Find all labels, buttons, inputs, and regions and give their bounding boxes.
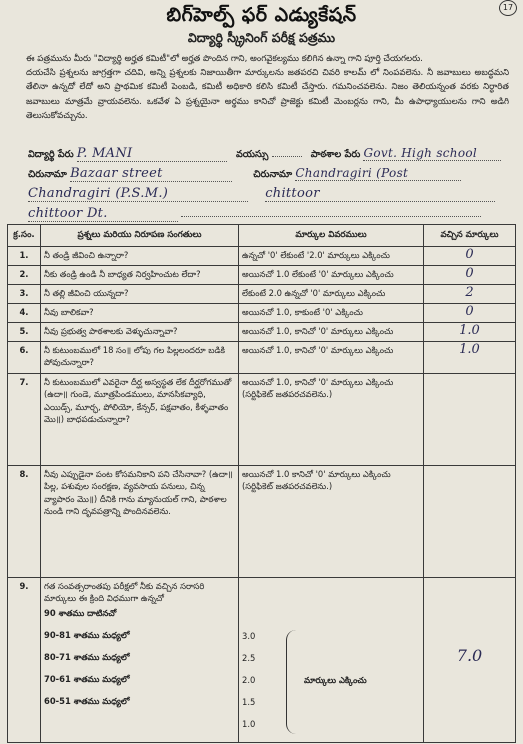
organization-title: బిగ్‌హెల్ప్ ఫర్ ఎడ్యుకేషన్ — [166, 4, 357, 26]
grade-score: 2.0 — [242, 674, 256, 685]
row-number: 2. — [8, 265, 41, 284]
address-line-3b: chittoor — [265, 186, 495, 202]
grade-score: 2.5 — [242, 652, 256, 663]
table-row — [8, 577, 516, 742]
row-marking-rule: అయినచో 1.0 కానిచో '0' మార్కులు ఎక్కించు (సర్టిఫికెట్ జతపరచవలెను.) — [239, 465, 424, 577]
address-value: Chandragiri (Post — [295, 166, 461, 181]
table-row — [8, 373, 516, 465]
row-question: గత సంవత్సరాంతపు పరీక్షలో నీకు వచ్చిన సరాసరి మార్కులు ఈ క్రింది విధముగా ఉన్నచో — [44, 580, 205, 604]
row-marks-obtained: 0 — [465, 246, 474, 262]
grade-score: 3.0 — [242, 630, 256, 641]
row-marks-obtained: 1.0 — [459, 322, 480, 338]
instructions — [26, 52, 509, 123]
row-number: 3. — [8, 284, 41, 303]
row-marking-rule: అయినచో 1.0, కానిచో '0' మార్కులు ఎక్కించు — [239, 341, 424, 373]
address-line-3: Chandragiri (P.S.M.) — [28, 186, 248, 202]
table-row — [8, 246, 516, 265]
instructions-para-2: దయచేసి ప్రశ్నలను జాగ్రత్తగా చదివి, అన్ని ప్రశ్నలకు నిజాయితీగా మార్కులను జతపరచి చివరి కాలమ్ లో నింపవలెను. నీ జవాబులు అబద్ధమని తేలినా ఉన్నదో లేదో అని ప్రాథమిక కమిటీ పెంబడి, కమిటీ అధికారి కలిసి కమిటీ చేస్తారు. గమనించవలెను. నిజం తెలియన్నంత వరకు నిర్ధారిత జవాబులు మాత్రమే వ్రాయవలెను. ఒకవేళ ఏ ప్రశ్నయైనా అర్థము కానిచో ప్రాజెక్టు కమిటీ మెంబర్లను గాని, మీ ఉపాధ్యాయులను గాని అడిగి తెలుసుకోవచ్చును. — [26, 68, 509, 121]
row-number: 7. — [8, 373, 41, 465]
instructions-para-1: ఈ పత్రమును మీరు "విద్యార్థి అర్హత కమిటీ"లో అర్హత పొందిన గాని, అంగవైకల్యము కలిగిన ఉన్నా గాని పూర్తి చేయగలరు. — [26, 54, 423, 64]
grade-brace — [286, 630, 299, 734]
grade-item: 90 శాతము దాటినచో — [44, 607, 117, 618]
row-number: 5. — [8, 322, 41, 341]
address-line-4-blank — [181, 216, 481, 217]
row-question: నీ తండ్రి జీవించి ఉన్నారా? — [41, 246, 239, 265]
row-marks-obtained: 0 — [465, 265, 474, 281]
row-number: 9. — [8, 577, 41, 742]
address-line-4: chittoor Dt. — [28, 206, 178, 222]
row-number: 4. — [8, 303, 41, 322]
row-marks-obtained: 7.0 — [456, 645, 483, 665]
table-row — [8, 265, 516, 284]
row-number: 8. — [8, 465, 41, 577]
page-number: 17 — [499, 0, 517, 16]
row-marking-rule: ఉన్నచో '0' లేకుంటే '2.0' మార్కులు ఎక్కించు — [239, 246, 424, 265]
table-row — [8, 465, 516, 577]
form-subtitle: విద్యార్థి స్క్రీనింగ్ పరీక్ష పత్రము — [187, 30, 336, 45]
grade-scores-cell — [239, 577, 424, 742]
age-label: వయస్సు — [235, 149, 269, 160]
address-label: చిరునామా — [253, 169, 293, 180]
school-value: Govt. High school — [363, 146, 501, 161]
col-header-marks-obtained: వచ్చిన మార్కులు — [424, 225, 516, 247]
village-label: చిరునామా — [28, 169, 67, 180]
row-question: నీవు ప్రభుత్వ పాఠశాలకు వెళ్ళుచున్నావా? — [41, 322, 239, 341]
row-marking-rule: లేకుంటే 2.0 ఉన్నచో '0' మార్కులు ఎక్కించు — [239, 284, 424, 303]
grade-item: 70-61 శాతము మధ్యలో — [44, 673, 130, 684]
student-name-value: P. MANI — [77, 146, 227, 162]
grade-item: 60-51 శాతము మధ్యలో — [44, 695, 130, 706]
table-row — [8, 284, 516, 303]
row-question: నీవు ఎప్పుడైనా పంట కోసమనికాని పని చేసినావా? (ఉదా॥ పిల్ల, పశువుల సంరక్షణ, వ్యవసాయ పనులు, చిన్న వ్యాపారం మొ॥) దీనికి గాను మ్యానుయల్ గాని, పాఠశాల నుండి గాని దృవపత్రాన్ని పొందినవలెను. — [41, 465, 239, 577]
screening-table — [7, 224, 516, 743]
table-row — [8, 303, 516, 322]
row-question-grades — [41, 577, 239, 742]
table-row — [8, 322, 516, 341]
student-name-label: విద్యార్థి పేరు — [28, 149, 74, 160]
row-question: నీకు తండ్రి ఉండి నీ బాధ్యత నిర్వహించుట లేదా? — [41, 265, 239, 284]
grade-score: 1.5 — [242, 696, 256, 707]
row-marks-obtained: 1.0 — [459, 341, 480, 357]
row-question: నీ కుటుంబములో 18 సం॥ లోపు గల పిల్లలందరూ బడికి పోవుచున్నారా? — [41, 341, 239, 373]
col-header-serial: క్ర.సం. — [8, 225, 41, 247]
school-label: పాఠశాల పేరు — [310, 149, 361, 160]
table-row — [8, 341, 516, 373]
grade-item: 80-71 శాతము మధ్యలో — [44, 651, 130, 662]
col-header-question: ప్రశ్నలు మరియు నిరూపణ సంగతులు — [41, 225, 239, 247]
grade-brace-label: మార్కులు ఎక్కించు — [304, 674, 367, 685]
row-question: నీ కుటుంబములో ఎవరైనా దీర్ఘ అస్వస్థత లేక దీర్ఘరోగముతో (ఉదా॥ గుండె, మూత్రపిండములు, మానసికవ్యాధి, ఎయిడ్స్, మూర్ఛ, పోలియో, కేన్సర్, పక్షవాతం, కీళ్ళవాతం మొ॥) బాధపడుచున్నారా? — [41, 373, 239, 465]
row-marking-rule: అయినచో 1.0, కానిచో '0' మార్కులు ఎక్కించు — [239, 322, 424, 341]
grade-score: 1.0 — [242, 718, 256, 729]
col-header-marks-detail: మార్కుల వివరములు — [239, 225, 424, 247]
table-header-row — [8, 225, 516, 247]
age-value — [272, 156, 302, 157]
row-number: 1. — [8, 246, 41, 265]
row-marking-rule: అయినచో 1.0, కాకుంటే '0' ఎక్కించు — [239, 303, 424, 322]
row-marking-rule: అయినచో 1.0, కానిచో '0' మార్కులు ఎక్కించు (సర్టిఫికెట్ జతపరచవలెను.) — [239, 373, 424, 465]
row-question: నీ తల్లి జీవించి యున్నదా? — [41, 284, 239, 303]
village-value: Bazaar street — [70, 166, 232, 182]
row-marks-obtained: 2 — [465, 284, 474, 300]
row-number: 6. — [8, 341, 41, 373]
row-question: నీవు బాలికవా? — [41, 303, 239, 322]
grade-item: 90-81 శాతము మధ్యలో — [44, 629, 130, 640]
row-marking-rule: అయినచో 1.0 లేకుంటే '0' మార్కులు ఎక్కించు — [239, 265, 424, 284]
grade-list — [44, 607, 235, 717]
row-marks-obtained: 0 — [465, 303, 474, 319]
